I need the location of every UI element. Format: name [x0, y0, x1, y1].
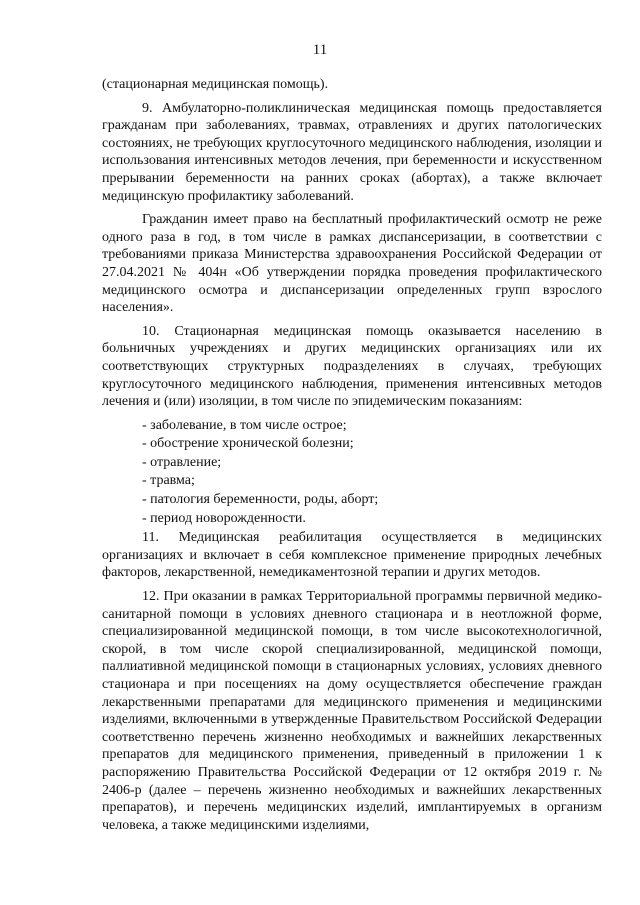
list-item: - травма; [142, 473, 195, 489]
list-item: - патология беременности, роды, аборт; [142, 492, 379, 508]
list-item: - заболевание, в том числе острое; [142, 417, 347, 433]
page-number: 11 [312, 42, 328, 58]
paragraph-10: 10. Стационарная медицинская помощь оказывается населению в больничных учреждениях и других медицинских организациях или их соответствующих структурных подразделениях в случаях, требующих круглосуточного медицинского наблюдения, применения интенсивных методов лечения и (или) изоляции, в том числе по эпидемическим показаниям: [102, 323, 602, 410]
paragraph-continuation: (стационарная медицинская помощь). [102, 77, 329, 92]
list-item: - период новорожденности. [142, 510, 306, 526]
indications-list [102, 417, 602, 528]
list-item: - отравление; [142, 454, 222, 470]
paragraph-preventive-exam: Гражданин имеет право на бесплатный профилактический осмотр не реже одного раза в год, в том числе в рамках диспансеризации, в соответствии с требованиями приказа Министерства здравоохранения Российской Федерации от 27.04.2021 № 404н «Об утверждении порядка проведения профилактического медицинского осмотра и диспансеризации определенных групп взрослого населения». [102, 212, 602, 316]
paragraph-9: 9. Амбулаторно-поликлиническая медицинская помощь предоставляется гражданам при заболеваниях, травмах, отравлениях и других патологических состояниях, не требующих круглосуточного медицинского наблюдения, изоляции и использования интенсивных методов лечения, при беременности и искусственном прерывании беременности на ранних сроках (абортах), а также включает медицинскую профилактику заболеваний. [102, 100, 602, 204]
paragraph-11: 11. Медицинская реабилитация осуществляется в медицинских организациях и включает в себя комплексное применение природных лечебных факторов, лекарственной, немедикаментозной терапии и других методов. [102, 530, 602, 581]
list-item: - обострение хронической болезни; [142, 436, 354, 452]
document-body [102, 76, 602, 840]
paragraph-12: 12. При оказании в рамках Территориальной программы первичной медико-санитарной помощи в условиях дневного стационара и в неотложной форме, специализированной медицинской помощи, в том числе высокотехнологичной, скорой, в том числе скорой специализированной, медицинской помощи, паллиативной медицинской помощи в стационарных условиях, условиях дневного стационара и при посещениях на дому осуществляется обеспечение граждан лекарственными препаратами для медицинского применения и медицинскими изделиями, включенными в утвержденные Правительством Российской Федерации соответственно перечень жизненно необходимых и важнейших лекарственных препаратов для медицинского применения, приведенный в приложении 1 к распоряжению Правительства Российской Федерации от 12 октября 2019 г. № 2406-р (далее – перечень жизненно необходимых и важнейших лекарственных препаратов), и перечень медицинских изделий, имплантируемых в организм человека, а также медицинскими изделиями, [102, 589, 602, 833]
